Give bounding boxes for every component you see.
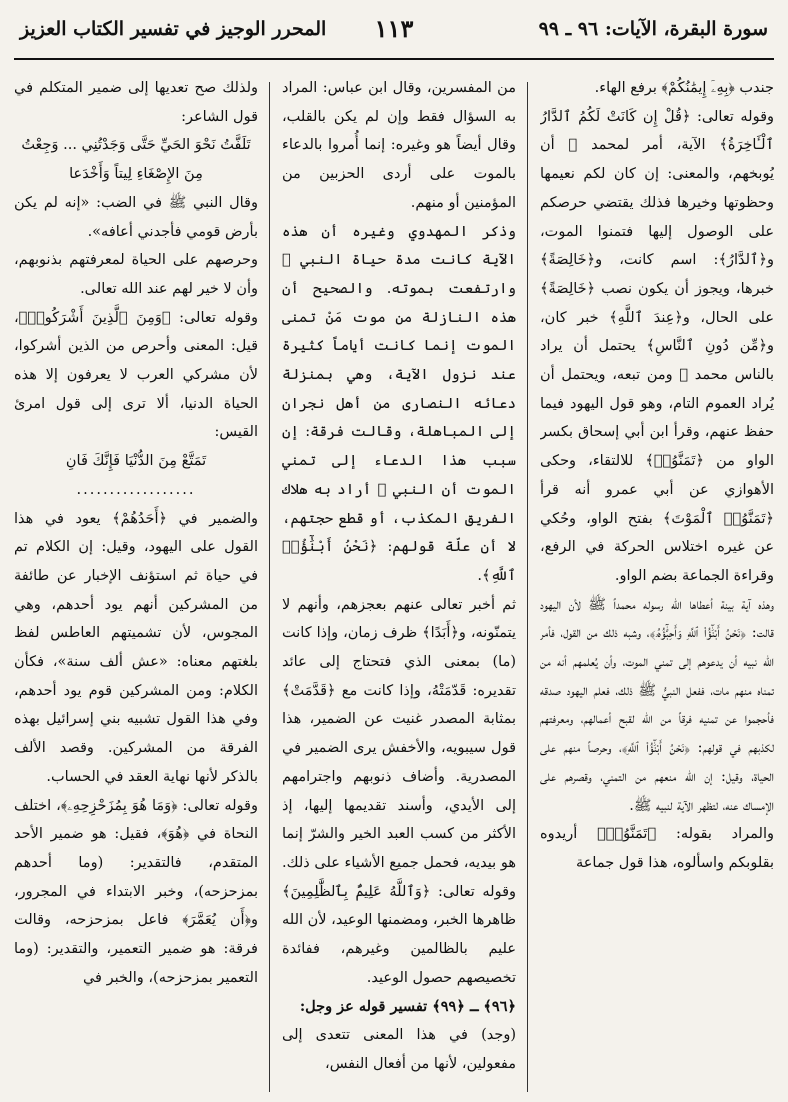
surah-verses-title: سورة البقرة، الآيات: ٩٦ ـ ٩٩ [538,18,768,40]
header-rule [14,58,774,60]
paragraph: (وجد) في هذا المعنى تتعدى إلى مفعولين، لأنها من أفعال النفس، [282,1027,516,1072]
text-column-right [540,74,774,1094]
paragraph: وقوله تعالى: ﴿وَمِنَ ٱلَّذِينَ أَشْرَكُوا۟﴾، قيل: المعنى وأحرص من الذين أشركوا، لأن مشركي العرب لا يعرفون إلا هذه الحياة الدنيا، ألا ترى إلى قول امرئ القيس: [14,309,258,441]
column-divider [527,82,528,1092]
paragraph: وحرصهم على الحياة لمعرفتهم بذنوبهم، وأن لا خير لهم عند الله تعالى. [14,252,258,297]
book-page [14,8,774,1098]
paragraph: وقال النبي ﷺ في الضب: «إنه لم يكن بأرض قومي فأجدني أعافه». [14,194,258,240]
page-number: ١١٣ [374,14,414,43]
paragraph: وقوله تعالى: ﴿قُلْ إِن كَانَتْ لَكُمُ ٱلدَّارُ ٱلْـَٔاخِرَةُ﴾ الآية، أمر لمحمد ﷺ أن يُوبخهم، والمعنى: إن كان لكم نعيمها وحظوتها وخيرها فذلك يقتضي حرصكم على الوصول إليها فتمنوا الموت، و﴿ٱلدَّارُ﴾: اسم كانت، و﴿خَالِصَةً﴾ خبرها، ويجوز أن يكون نصب ﴿خَالِصَةً﴾ على الحال، و﴿عِندَ ٱللَّهِ﴾ خبر كان، و﴿مِّن دُونِ ٱلنَّاسِ﴾ يحتمل أن يراد بالناس محمد ﷺ ومن تبعه، ويحتمل أن يُراد العموم التام، وهو قول اليهود فيما حفظ عنهم، وقرأ ابن أبي إسحاق بكسر الواو من ﴿تَمَنَّوُا۟﴾ للالتقاء، وحكى الأهوازي عن أبي عمرو أنه قرأ ﴿تَمَنَّوُا۟ ٱلْمَوْتَ﴾ بفتح الواو، وحُكي عن غيره اختلاس الحركة في الرفع، وقراءة الجماعة بضم الواو. [540,108,774,584]
paragraph: ولذلك صح تعديها إلى ضمير المتكلم في قول الشاعر: [14,80,258,125]
paragraph: جندب ﴿بِهِۦٓ إِيمَٰنُكُمْ﴾ برفع الهاء. [594,80,774,96]
paragraph: وهذه آية بينة أعطاها الله رسوله محمداً ﷺ لأن اليهود قالت: ﴿نَحْنُ أَبْنَٰٓؤُا۟ ٱللَّهِ وَأَحِبَّٰٓؤُهُۥ﴾، وشبه ذلك من القول، فأمر الله نبيه أن يدعوهم إلى تمني الموت، وأن يُعلمهم أنه من تمناه منهم مات، ففعل النبيُّ ﷺ ذلك، فعلم اليهود صدقه فأحجموا عن تمنيه فرقاً من الله لقبح أعمالهم، ومعرفتهم لكذبهم في قولهم: ﴿نَحْنُ أَبْنَٰٓؤُا۟ ٱللَّهِ﴾، وحرصاً منهم على الحياة، وقيل: إن الله منعهم من التمني، وقصرهم على الإمساك عنه، لتظهر الآية لنبيه ﷺ. [540,596,774,814]
paragraph: وقوله تعالى: ﴿وَمَا هُوَ بِمُزَحْزِحِهِۦ﴾، اختلف النحاة في ﴿هُوَ﴾، فقيل: هو ضمير الأحد المتقدم، فالتقدير: (وما أحدهم بمزحزحه)، وخبر الابتداء في المجرور، و﴿أَن يُعَمَّرَ﴾ فاعل بمزحزحه، وقالت فرقة: هو ضمير التعمير، والتقدير: (وما التعمير بمزحزحه)، والخبر في [14,797,258,986]
paragraph: والمراد بقوله: ﴿تَمَنَّوُا۟﴾ أريدوه بقلوبكم واسألوه، هذا قول جماعة [540,826,774,871]
poetry-verse: تَمَتَّعْ مِنَ الدُّنْيَا فَإِنَّكَ فَانِ [65,453,207,470]
poetry-verse: تَلَفَّتُ نَحْوَ الحَيِّ حَتَّى وَجَدْتُنِي ... وَجِعْتُ مِنَ الإِصْغَاءِ لِيتاً وَأَخْدَعا [21,137,251,183]
paragraph: وذكر المهدوي وغيره أن هذه الآية كانت مدة حياة النبي ﷺ وارتفعت بموته. والصحيح أن هذه النازلة من موت مَنْ تمنى الموت إنما كانت أياماً كثيرة عند نزول الآية، وهي بمنزلة دعائه النصارى من أهل نجران إلى المباهلة، وقالت فرقة: إن سبب هذا الدعاء إلى تمني الموت أن النبي ﷺ أراد به هلاك الفريق المكذب، أو قطع حجتهم، لا أن علّة قولهم: ﴿نَحْنُ أَبْنَٰٓؤُا۟ ٱللَّهِ﴾. [282,223,516,584]
section-heading: ﴿٩٦﴾ ـ ﴿٩٩﴾ تفسير قوله عز وجل: [299,997,516,1015]
paragraph: من المفسرين، وقال ابن عباس: المراد به السؤال فقط وإن لم يكن بالقلب، وقال أيضاً هو وغيره: إنما أُمروا بالدعاء بالموت على أردى الحزبين من المؤمنين أو منهم. [282,80,516,211]
text-column-middle [282,74,516,1094]
ellipsis-line: .................. [76,481,196,498]
page-header [14,8,774,54]
paragraph: والضمير في ﴿أَحَدُهُمْ﴾ يعود في هذا القول على اليهود، وقيل: إن الكلام تم في حياة ثم استؤنف الإخبار عن طائفة من المشركين أنهم يود أحدهم، وهي المجوس، لأن تشميتهم العاطس لفظ بلغتهم معناه: «عش ألف سنة»، فكأن الكلام: ومن المشركين قوم يود أحدهم، وفي هذا القول تشبيه بني إسرائيل بهذه الفرقة من المشركين. وقصد الألف بالذكر لأنها نهاية العقد في الحساب. [14,510,258,785]
text-column-left [14,74,258,1094]
book-title: المحرر الوجيز في تفسير الكتاب العزيز [20,18,327,40]
paragraph: ثم أخبر تعالى عنهم بعجزهم، وأنهم لا يتمنّونه، و﴿أَبَدًا﴾ ظرف زمان، وإذا كانت (ما) بمعنى الذي فتحتاج إلى عائد تقديره: قَدّمَتْهُ، وإذا كانت مع ﴿قَدَّمَتْ﴾ بمثابة المصدر غنيت عن الضمير، هذا قول سيبويه، والأخفش يرى الضمير في المصدرية. وأضاف ذنوبهم واجترامهم إلى الأيدي، وأسند تقديمها إليها، إذ الأكثر من كسب العبد الخير والشرّ إنما هو بيديه، فحمل جميع الأشياء على ذلك. وقوله تعالى: ﴿وَٱللَّهُ عَلِيمٌۢ بِٱلظَّٰلِمِينَ﴾ ظاهرها الخبر، ومضمنها الوعيد، لأن الله عليم بالظالمين وغيرهم، ففائدة تخصيصهم حصول الوعيد. [282,596,516,986]
column-divider [269,82,270,1092]
